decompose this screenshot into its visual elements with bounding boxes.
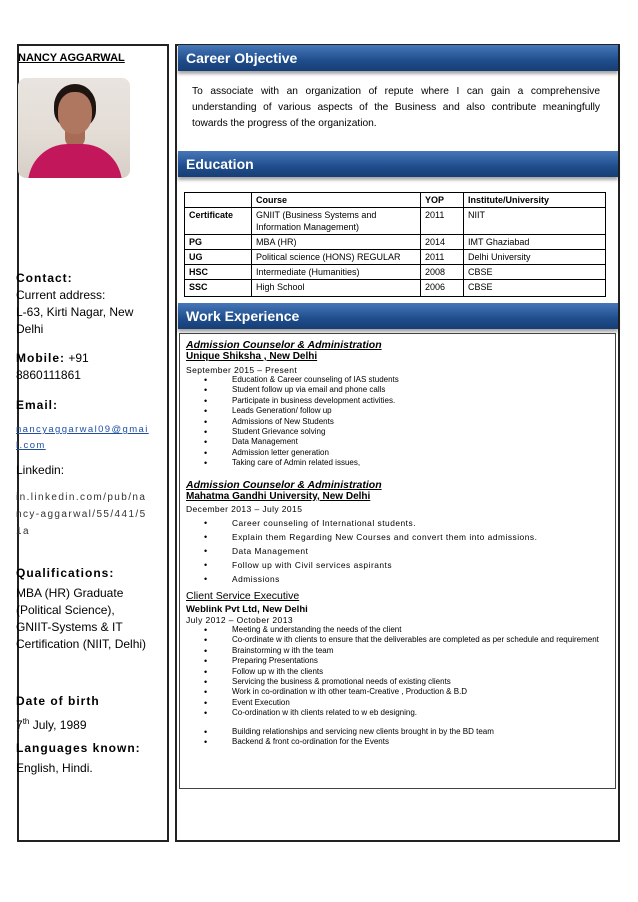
table-cell: 2006 <box>421 280 464 297</box>
table-cell: Intermediate (Humanities) <box>252 265 421 280</box>
education-heading: Education <box>178 151 618 177</box>
table-header-row <box>185 193 606 208</box>
table-cell: SSC <box>185 280 252 297</box>
table-header: YOP <box>421 193 464 208</box>
table-cell: 2011 <box>421 250 464 265</box>
linkedin-section <box>16 462 152 540</box>
job-duties-list <box>186 375 606 469</box>
table-cell: High School <box>252 280 421 297</box>
contact-section <box>16 270 152 338</box>
table-row <box>185 265 606 280</box>
list-item: • Meeting & understanding the needs of the client <box>232 625 606 635</box>
candidate-name: NANCY AGGARWAL <box>18 52 125 64</box>
table-row <box>185 208 606 235</box>
dob-value <box>16 713 152 734</box>
qualifications-value: MBA (HR) Graduate (Political Science), GNIIT-Systems & IT Certification (NIIT, Delhi) <box>16 586 147 651</box>
table-cell: NIIT <box>464 208 606 235</box>
linkedin-url[interactable]: in.linkedin.com/pub/nancy-aggarwal/55/441/51a <box>16 492 147 537</box>
dob-day: 7 <box>16 718 23 732</box>
table-header <box>185 193 252 208</box>
table-row <box>185 235 606 250</box>
table-cell: MBA (HR) <box>252 235 421 250</box>
contact-heading: Contact: <box>16 271 73 285</box>
mobile-label: Mobile: <box>16 351 65 365</box>
table-row <box>185 280 606 297</box>
job-dates: December 2013 – July 2015 <box>186 504 303 514</box>
table-cell: 2011 <box>421 208 464 235</box>
list-item: • Backend & front co-ordination for the Events <box>232 737 606 747</box>
linkedin-label: Linkedin: <box>16 463 65 477</box>
job-title: Client Service Executive <box>186 590 300 602</box>
table-cell: CBSE <box>464 265 606 280</box>
table-cell: IMT Ghaziabad <box>464 235 606 250</box>
job-dates: July 2012 – October 2013 <box>186 615 293 625</box>
job-organization: Weblink Pvt Ltd, New Delhi <box>186 604 308 615</box>
list-item: • Preparing Presentations <box>232 656 606 666</box>
career-objective-text: To associate with an organization of repute where I can gain a comprehensive understanding of various aspects of the Business and also contribute meaningfully towards the progress of the organization. <box>192 86 600 129</box>
table-cell: 2014 <box>421 235 464 250</box>
list-item: • Co-ordination w ith clients related to w eb designing. <box>232 708 606 718</box>
job-organization: Unique Shiksha , New Delhi <box>186 351 318 362</box>
list-item: • Admissions <box>232 572 606 586</box>
list-item: • Taking care of Admin related issues, <box>232 458 606 468</box>
mobile-section <box>16 350 152 384</box>
email-section <box>16 397 152 454</box>
job-duties-list <box>186 516 606 586</box>
dob-heading: Date of birth <box>16 694 100 708</box>
list-item: • Event Execution <box>232 698 606 708</box>
job-duties-list-extra <box>186 727 606 748</box>
dob-rest: July, 1989 <box>29 718 87 732</box>
qualifications-section <box>16 565 152 653</box>
job-entry-1 <box>186 339 606 469</box>
job-dates: September 2015 – Present <box>186 365 298 375</box>
list-item: • Data Management <box>232 437 606 447</box>
list-item: • Leads Generation/ follow up <box>232 406 606 416</box>
list-item: • Servicing the business & promotional needs of existing clients <box>232 677 606 687</box>
list-item: • Career counseling of International students. <box>232 516 606 530</box>
table-cell: Delhi University <box>464 250 606 265</box>
languages-heading: Languages known: <box>16 741 141 755</box>
mobile-value: +91 8860111861 <box>16 351 89 382</box>
table-cell: GNIIT (Business Systems and Information Management) <box>252 208 421 235</box>
list-item: • Admissions of New Students <box>232 417 606 427</box>
job-title: Admission Counselor & Administration <box>186 339 382 351</box>
list-item: • Follow up with Civil services aspirants <box>232 558 606 572</box>
job-entry-2 <box>186 479 606 586</box>
qualifications-heading: Qualifications: <box>16 566 115 580</box>
education-table <box>184 192 606 297</box>
job-title: Admission Counselor & Administration <box>186 479 382 491</box>
table-row <box>185 250 606 265</box>
languages-section <box>16 740 152 777</box>
table-cell: HSC <box>185 265 252 280</box>
dob-section <box>16 693 152 734</box>
email-link[interactable]: nancyaggarwal09@gmail.com <box>16 424 149 451</box>
list-item: • Data Management <box>232 544 606 558</box>
job-entry-3 <box>186 590 606 747</box>
table-cell: 2008 <box>421 265 464 280</box>
list-item: • Brainstorming w ith the team <box>232 646 606 656</box>
list-item: • Follow up w ith the clients <box>232 667 606 677</box>
job-duties-list <box>186 625 606 719</box>
table-cell: UG <box>185 250 252 265</box>
list-item: • Admission letter generation <box>232 448 606 458</box>
table-cell: PG <box>185 235 252 250</box>
dob-suffix: th <box>22 717 30 726</box>
career-objective-heading: Career Objective <box>178 45 618 71</box>
job-organization: Mahatma Gandhi University, New Delhi <box>186 491 371 502</box>
list-item: • Education & Career counseling of IAS students <box>232 375 606 385</box>
table-cell: Political science (HONS) REGULAR <box>252 250 421 265</box>
email-label: Email: <box>16 398 59 412</box>
list-item: • Building relationships and servicing new clients brought in by the BD team <box>232 727 606 737</box>
table-cell: Certificate <box>185 208 252 235</box>
address-value: L-63, Kirti Nagar, New Delhi <box>16 305 134 336</box>
list-item: • Work in co-ordination w ith other team-Creative , Production & B.D <box>232 687 606 697</box>
list-item: • Co-ordinate w ith clients to ensure that the deliverables are completed as per schedule and requirement <box>232 635 606 645</box>
profile-photo <box>18 78 130 178</box>
list-item: • Student Grievance solving <box>232 427 606 437</box>
table-header: Institute/University <box>464 193 606 208</box>
list-item: • Participate in business development activities. <box>232 396 606 406</box>
list-item: • Student follow up via email and phone calls <box>232 385 606 395</box>
address-label: Current address: <box>16 288 106 302</box>
table-cell: CBSE <box>464 280 606 297</box>
list-item: • Explain them Regarding New Courses and convert them into admissions. <box>232 530 606 544</box>
table-header: Course <box>252 193 421 208</box>
languages-value: English, Hindi. <box>16 761 93 775</box>
work-experience-heading: Work Experience <box>178 303 618 329</box>
